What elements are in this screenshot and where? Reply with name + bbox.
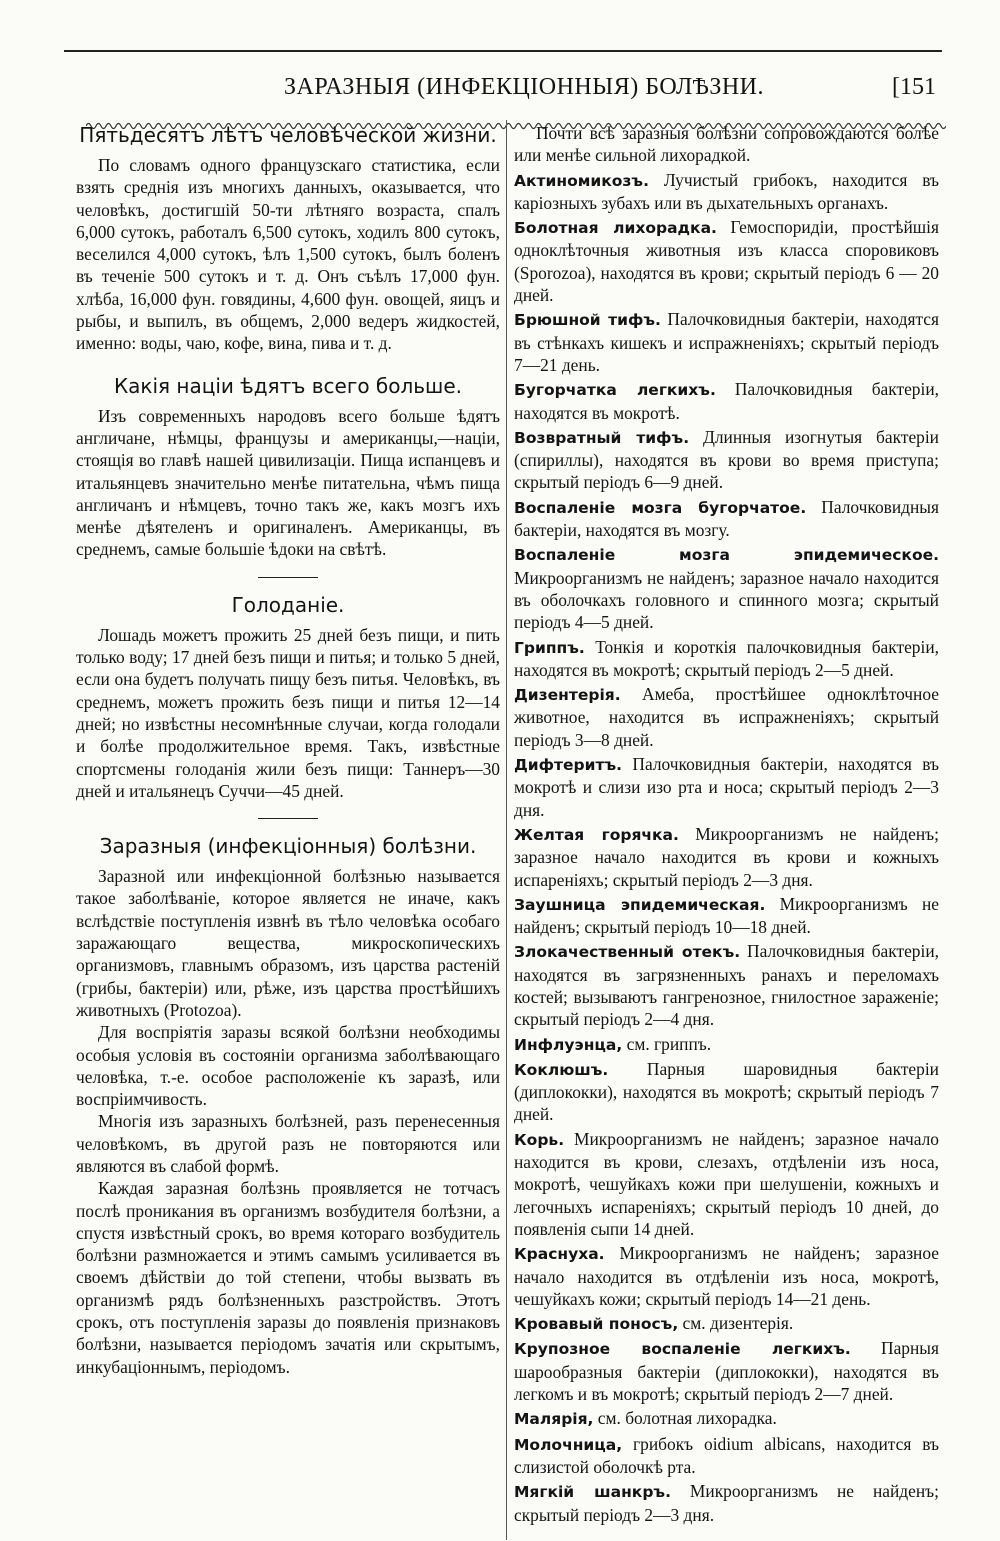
disease-term: Брюшной тифъ. (514, 311, 661, 330)
section-title-infectious: Заразныя (инфекціонныя) болѣзни. (99, 834, 477, 859)
right-column (514, 122, 939, 1528)
disease-entry (514, 1312, 939, 1335)
disease-term: Дифтеритъ. (514, 756, 623, 775)
disease-description: Тонкія и короткія палочковидныя бактеріи, находятся въ мокротѣ; скрытый періодъ 2—5 дней. (514, 636, 939, 680)
disease-description: Палочковидныя бактеріи, находятся въ мокротѣ. (514, 379, 939, 423)
disease-term: Болотная лихорадка. (514, 219, 717, 238)
disease-description: см. дизентерія. (678, 1313, 794, 1334)
page-number: [151 (892, 74, 936, 100)
disease-description: см. болотная лихорадка. (593, 1408, 777, 1429)
disease-description: Микроорганизмъ не найденъ; скрытый періодъ 2—3 дня. (514, 1481, 939, 1525)
disease-description: грибокъ oidium albicans, находится въ слизистой оболочкѣ рта. (514, 1433, 939, 1477)
disease-entry (514, 1480, 939, 1526)
paragraph: Многія изъ заразныхъ болѣзней, разъ перенесенныя человѣкомъ, въ другой разъ не повторяются или являются въ слабой формѣ. (76, 1111, 500, 1176)
disease-term: Малярія, (514, 1410, 594, 1429)
section-separator (258, 577, 318, 578)
disease-description: Парныя шарообразныя бактеріи (диплококки), находятся въ легкомъ и въ мокротѣ; скрытый періодъ 2—7 дней. (514, 1338, 939, 1405)
disease-term: Воспаленіе мозга эпидемическое. (514, 546, 939, 565)
disease-term: Злокачественный отекъ. (514, 943, 741, 962)
disease-description: Палочковидныя бактеріи, находятся въ загрязненныхъ ранахъ и переломахъ костей; вызываютъ гангренозное, гнилостное зараженіе; скрытый періодъ 2—4 дня. (514, 941, 939, 1030)
disease-entry (514, 426, 939, 494)
disease-entry (514, 1433, 939, 1479)
disease-term: Краснуха. (514, 1245, 605, 1264)
disease-term: Дизентерія. (514, 686, 621, 705)
disease-entry (514, 683, 939, 751)
disease-term: Крупозное воспаленіе легкихъ. (514, 1340, 851, 1359)
paragraph: Для воспріятія заразы всякой болѣзни необходимы особыя условія въ состояніи организма заболѣвающаго человѣка, т.-е. особое расположеніе къ заразѣ, или воспріимчивость. (76, 1022, 500, 1110)
disease-entry (514, 1058, 939, 1126)
disease-description: Микроорганизмъ не найденъ; заразное начало находится въ отдѣленіи изъ носа, мокротѣ, чешуйкахъ кожи; скрытый періодъ 14—21 день. (514, 1243, 939, 1309)
disease-entry (514, 378, 939, 424)
disease-description: Микроорганизмъ не найденъ; заразное начало находится въ крови, слезахъ, отдѣленіи изъ носа, мокротѣ, чешуйкахъ кожи при шелушеніи, кожныхъ и легочныхъ испареніяхъ; скрытый періодъ 10 дней, до появленія сыпи 14 дней. (514, 1128, 939, 1239)
disease-entries (514, 169, 939, 1526)
disease-entry (514, 1337, 939, 1405)
paragraph: Каждая заразная болѣзнь проявляется не тотчасъ послѣ проникания въ организмъ возбудителя болѣзни, а спустя извѣстный срокъ, во время котораго возбудитель болѣзни размножается и этимъ самымъ усиливается въ своемъ дѣйствіи до той степени, чтобы вызвать въ организмѣ рядъ болѣзненныхъ разстройствъ. Этотъ срокъ, отъ поступленія заразы до появленія признаковъ болѣзни, называется періодомъ зачатія или скрытымъ, инкубаціоннымъ, періодомъ. (76, 1178, 500, 1377)
disease-term: Кровавый поносъ, (514, 1315, 679, 1334)
disease-description: Длинныя изогнутыя бактеріи (спириллы), находятся въ крови во время приступа; скрытый періодъ 6—9 дней. (514, 426, 939, 493)
disease-term: Гриппъ. (514, 638, 585, 657)
left-column (76, 122, 500, 1378)
disease-entry (514, 216, 939, 306)
paragraph: Почти всѣ заразныя болѣзни сопровождаются болѣе или менѣе сильной лихорадкой. (514, 123, 939, 166)
page-header (64, 70, 942, 110)
section-title-starvation: Голоданіе. (231, 592, 345, 617)
section-separator (258, 818, 318, 819)
disease-entry (514, 496, 939, 542)
section-title-fifty-years: Пятьдесятъ лѣтъ человѣческой жизни. (79, 123, 497, 147)
disease-description: Палочковидныя бактеріи, находятся въ мозгу. (514, 496, 939, 541)
disease-description: см. гриппъ. (622, 1033, 712, 1054)
disease-entry (514, 893, 939, 939)
paragraph: По словамъ одного французскаго статистика, если взять среднія изъ многихъ данныхъ, оказывается, что человѣкъ, достигшій 50-ти лѣтняго возраста, спалъ 6,000 сутокъ, работалъ 6,500 сутокъ, ходилъ 800 сутокъ, веселился 4,000 сутокъ, ѣлъ 1,500 сутокъ, былъ боленъ въ теченіе 500 сутокъ и т. д. Онъ съѣлъ 17,000 фун. хлѣба, 16,000 фун. говядины, 4,600 фун. овощей, яицъ и рыбы, и выпилъ, въ общемъ, 2,000 ведеръ жидкостей, именно: воды, чаю, кофе, вина, пива и т. д. (76, 155, 500, 354)
disease-description: Гемоспоридіи, простѣйшія одноклѣточныя животныя изъ класса споровиковъ (Sporozoa), находятся въ крови; скрытый періодъ 6 — 20 дней. (514, 217, 939, 306)
disease-term: Воспаленіе мозга бугорчатое. (514, 498, 807, 517)
disease-entry (514, 1242, 939, 1310)
disease-entry (514, 823, 939, 891)
top-rule (64, 50, 942, 52)
disease-entry (514, 543, 939, 633)
disease-description: Палочковидныя бактеріи, находятся въ мокротѣ и слизи изо рта и носа; скрытый періодъ 2—3 дня. (514, 754, 939, 820)
disease-term: Молочница, (514, 1435, 623, 1454)
disease-description: Амеба, простѣйшее одноклѣточное животное, находится въ испражненіяхъ; скрытый періодъ 3—8 дней. (514, 684, 939, 750)
disease-description: Палочковидныя бактеріи, находятся въ стѣнкахъ кишекъ и испражненіяхъ; скрытый періодъ 7—21 день. (514, 309, 939, 375)
disease-term: Инфлуэнца, (514, 1035, 623, 1054)
disease-term: Коклюшъ. (514, 1060, 609, 1079)
disease-entry (514, 1407, 939, 1430)
paragraph: Лошадь можетъ прожить 25 дней безъ пищи, и пить только воду; 17 дней безъ пищи и питья; и только 5 дней, если она будетъ получать пищу безъ питья. Человѣкъ, въ среднемъ, можетъ прожить безъ пищи и питья 12—14 дней; но извѣстны несомнѣнные случаи, когда голодали и болѣе продолжительное время. Такъ, извѣстные спортсмены голоданія жили безъ пищи: Таннеръ—30 дней и итальянецъ Суччи—45 дней. (76, 624, 500, 801)
disease-entry (514, 1033, 939, 1056)
disease-description: Парныя шаровидныя бактеріи (диплококки), находятся въ мокротѣ; скрытый періодъ 7 дней. (514, 1058, 939, 1125)
disease-entry (514, 940, 939, 1030)
disease-description: Микроорганизмъ не найденъ; заразное начало находится въ оболочкахъ головного и спинного мозга; скрытый періодъ 4—5 дней. (514, 567, 939, 633)
disease-description: Лучистый грибокъ, находится въ каріозныхъ зубахъ или въ дыхательныхъ органахъ. (514, 169, 939, 213)
disease-term: Бугорчатка легкихъ. (514, 381, 716, 400)
disease-term: Возвратный тифъ. (514, 428, 690, 447)
disease-entry (514, 753, 939, 821)
disease-entry (514, 308, 939, 376)
disease-term: Желтая горячка. (514, 825, 679, 844)
section-title-nations-eat: Какія націи ѣдятъ всего больше. (113, 373, 463, 398)
paragraph: Заразной или инфекціонной болѣзнью называется такое заболѣваніе, которое является не иначе, какъ вслѣдствіе поступленія извнѣ въ тѣло человѣка особаго заражающаго вещества, микроскопическихъ организмовъ, главнымъ образомъ, изъ царства растеній (грибы, бактеріи) или, рѣже, изъ царства простѣйшихъ животныхъ (Protozoa). (76, 866, 500, 1020)
disease-term: Корь. (514, 1130, 565, 1149)
disease-entry (514, 636, 939, 682)
column-divider (506, 120, 507, 1540)
paragraph: Изъ современныхъ народовъ всего больше ѣдятъ англичане, нѣмцы, французы и американцы,—націи, стоящія во главѣ нашей цивилизаціи. Пища испанцевъ и итальянцевъ значительно менѣе питательна, чѣмъ пища англичанъ и нѣмцевъ, точно такъ же, какъ мозгъ ихъ менѣе дѣятеленъ и оригиналенъ. Американцы, въ среднемъ, самые большіе ѣдоки на свѣтѣ. (76, 405, 500, 560)
disease-entry (514, 169, 939, 215)
running-head: ЗАРАЗНЫЯ (ИНФЕКЦІОННЫЯ) БОЛѢЗНИ. (284, 74, 765, 100)
disease-term: Мягкій шанкръ. (514, 1483, 671, 1502)
disease-term: Заушница эпидемическая. (514, 895, 766, 914)
disease-description: Микроорганизмъ не найденъ; заразное начало находится въ крови и кожныхъ испареніяхъ; скрытый періодъ 2—3 дня. (514, 823, 939, 890)
disease-entry (514, 1128, 939, 1240)
disease-description: Микроорганизмъ не найденъ; скрытый періодъ 10—18 дней. (514, 893, 939, 938)
disease-term: Актиномикозъ. (514, 171, 649, 190)
